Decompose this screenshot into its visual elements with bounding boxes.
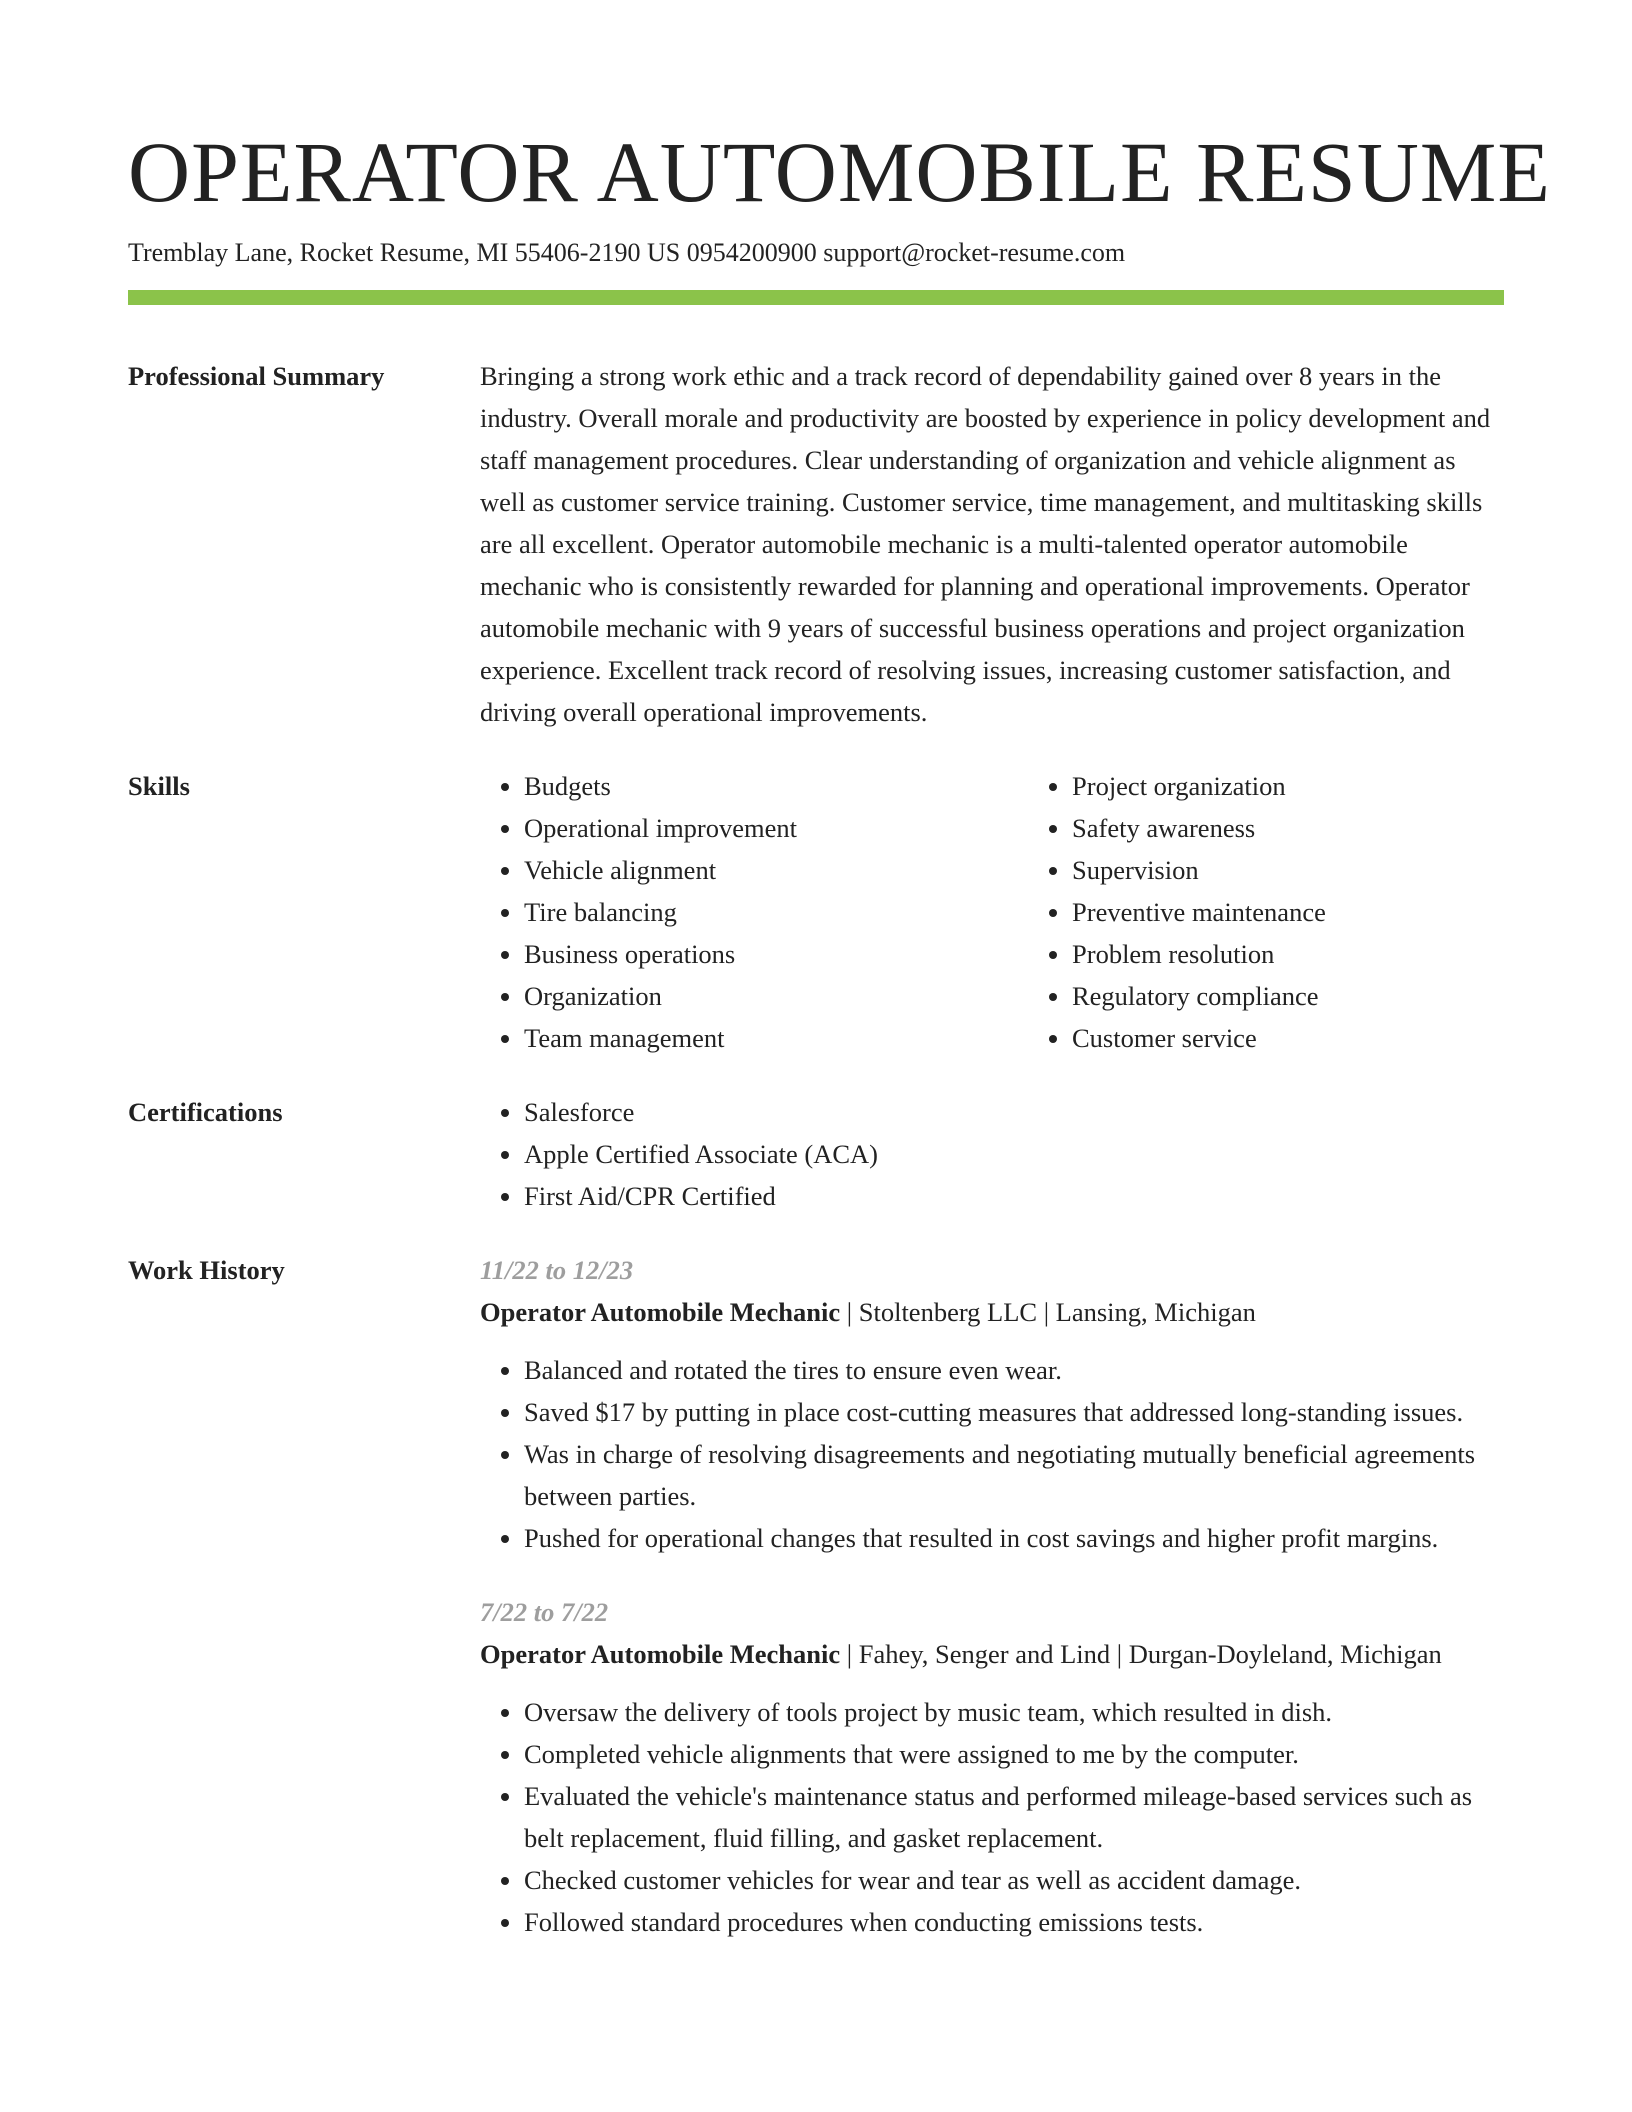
certifications-list (480, 1091, 1504, 1217)
skill-item: • Business operations (524, 933, 1028, 975)
skill-item: • Regulatory compliance (1072, 975, 1576, 1017)
certifications-heading: Certifications (128, 1097, 283, 1127)
job-bullet: • Was in charge of resolving disagreements and negotiating mutually beneficial agreements between parties. (524, 1433, 1504, 1517)
resume-title: OPERATOR AUTOMOBILE RESUME (128, 124, 1551, 220)
job-bullet: • Evaluated the vehicle's maintenance status and performed mileage-based services such as belt replacement, fluid filling, and gasket replacement. (524, 1775, 1504, 1859)
job-title: Operator Automobile Mechanic (480, 1639, 841, 1669)
job-entry (480, 1249, 1504, 1559)
skill-item: • Supervision (1072, 849, 1576, 891)
summary-text: Bringing a strong work ethic and a track record of dependability gained over 8 years in the industry. Overall morale and productivity are boosted by experience in policy development and staff management procedures. Clear understanding of organization and vehicle alignment as well as customer service training. Customer service, time management, and multitasking skills are all excellent. Operator automobile mechanic is a multi-talented operator automobile mechanic who is consistently rewarded for planning and operational improvements. Operator automobile mechanic with 9 years of successful business operations and project organization experience. Excellent track record of resolving issues, increasing customer satisfaction, and driving overall operational improvements. (480, 361, 1491, 727)
work-history-section (128, 1249, 1504, 1943)
header-divider (128, 290, 1504, 305)
job-bullet: • Pushed for operational changes that resulted in cost savings and higher profit margins. (524, 1517, 1504, 1559)
skill-item: • Project organization (1072, 765, 1576, 807)
job-heading (480, 1291, 1504, 1333)
skills-heading: Skills (128, 771, 190, 801)
skill-item: • Safety awareness (1072, 807, 1576, 849)
certification-item: • Salesforce (524, 1091, 1504, 1133)
certifications-section (128, 1091, 1504, 1217)
job-date: 7/22 to 7/22 (480, 1597, 609, 1627)
job-details: | Stoltenberg LLC | Lansing, Michigan (840, 1297, 1256, 1327)
contact-line: Tremblay Lane, Rocket Resume, MI 55406-2190 US 0954200900 support@rocket-resume.com (128, 238, 1126, 267)
skills-list-right (1028, 765, 1576, 1059)
summary-heading: Professional Summary (128, 361, 385, 391)
job-bullets (480, 1349, 1504, 1559)
summary-section (128, 355, 1504, 733)
skill-item: • Team management (524, 1017, 1028, 1059)
certification-item: • First Aid/CPR Certified (524, 1175, 1504, 1217)
job-bullet: • Saved $17 by putting in place cost-cutting measures that addressed long-standing issues. (524, 1391, 1504, 1433)
job-bullet: • Completed vehicle alignments that were assigned to me by the computer. (524, 1733, 1504, 1775)
skill-item: • Customer service (1072, 1017, 1576, 1059)
skill-item: • Problem resolution (1072, 933, 1576, 975)
skill-item: • Vehicle alignment (524, 849, 1028, 891)
skill-item: • Tire balancing (524, 891, 1028, 933)
job-title: Operator Automobile Mechanic (480, 1297, 841, 1327)
work-history-heading: Work History (128, 1255, 285, 1285)
resume-page (128, 0, 1551, 1943)
job-details: | Fahey, Senger and Lind | Durgan-Doyleland, Michigan (840, 1639, 1442, 1669)
job-entry (480, 1591, 1504, 1943)
job-bullet: • Followed standard procedures when conducting emissions tests. (524, 1901, 1504, 1943)
job-bullets (480, 1691, 1504, 1943)
skill-item: • Organization (524, 975, 1028, 1017)
skill-item: • Preventive maintenance (1072, 891, 1576, 933)
skills-section (128, 765, 1504, 1059)
skill-item: • Operational improvement (524, 807, 1028, 849)
job-bullet: • Balanced and rotated the tires to ensure even wear. (524, 1349, 1504, 1391)
job-bullet: • Checked customer vehicles for wear and tear as well as accident damage. (524, 1859, 1504, 1901)
job-heading (480, 1633, 1504, 1675)
skills-list-left (480, 765, 1028, 1059)
job-date: 11/22 to 12/23 (480, 1255, 634, 1285)
skill-item: • Budgets (524, 765, 1028, 807)
job-bullet: • Oversaw the delivery of tools project by music team, which resulted in dish. (524, 1691, 1504, 1733)
certification-item: • Apple Certified Associate (ACA) (524, 1133, 1504, 1175)
